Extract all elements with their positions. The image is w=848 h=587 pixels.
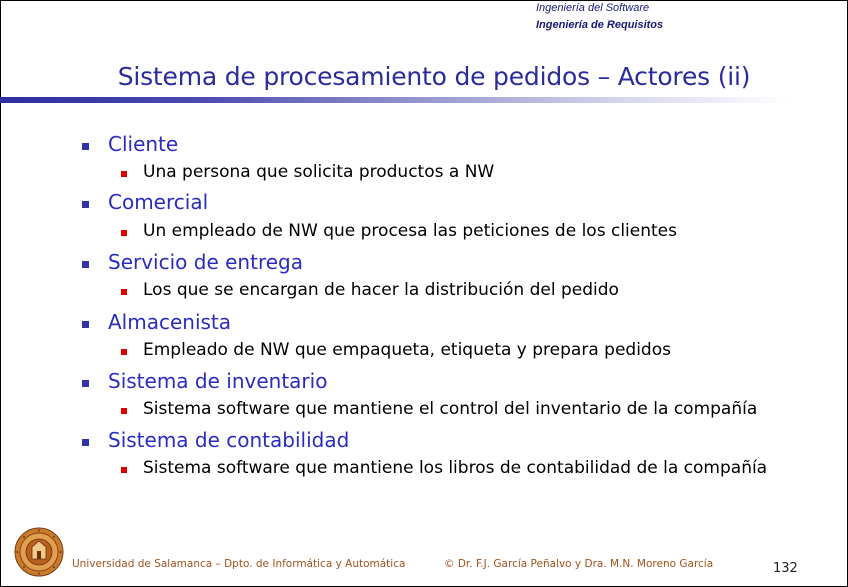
actor-name: Sistema de contabilidad xyxy=(108,428,350,452)
actor-name: Almacenista xyxy=(108,310,232,334)
square-bullet-icon xyxy=(121,349,127,355)
actor-name: Servicio de entrega xyxy=(108,250,303,274)
square-bullet-icon xyxy=(82,439,89,446)
square-bullet-icon xyxy=(121,467,127,473)
university-seal-icon xyxy=(14,527,64,577)
actor-description: Sistema software que mantiene el control del inventario de la compañía xyxy=(143,399,758,419)
square-bullet-icon xyxy=(82,201,89,208)
page-number: 132 xyxy=(773,561,798,576)
slide-title: Sistema de procesamiento de pedidos – Actores (ii) xyxy=(117,62,751,91)
square-bullet-icon xyxy=(121,171,127,177)
square-bullet-icon xyxy=(82,143,89,150)
actor-name: Comercial xyxy=(108,190,209,214)
footer-authors: © Dr. F.J. García Peñalvo y Dra. M.N. Moreno García xyxy=(444,558,714,570)
square-bullet-icon xyxy=(82,321,89,328)
actor-description: Sistema software que mantiene los libros de contabilidad de la compañía xyxy=(143,458,768,478)
square-bullet-icon xyxy=(121,230,127,236)
header-topic: Ingeniería de Requisitos xyxy=(536,19,664,31)
actor-name: Sistema de inventario xyxy=(108,369,328,393)
header-course: Ingeniería del Software xyxy=(536,2,650,14)
actor-description: Los que se encargan de hacer la distribución del pedido xyxy=(143,280,619,300)
actor-name: Cliente xyxy=(108,132,179,156)
square-bullet-icon xyxy=(82,380,89,387)
square-bullet-icon xyxy=(121,289,127,295)
title-underline xyxy=(0,97,790,103)
footer-institution: Universidad de Salamanca – Dpto. de Informática y Automática xyxy=(72,558,406,570)
actor-description: Un empleado de NW que procesa las peticiones de los clientes xyxy=(143,221,677,241)
square-bullet-icon xyxy=(121,408,127,414)
actor-description: Una persona que solicita productos a NW xyxy=(143,162,495,182)
square-bullet-icon xyxy=(82,261,89,268)
actor-description: Empleado de NW que empaqueta, etiqueta y prepara pedidos xyxy=(143,340,671,360)
